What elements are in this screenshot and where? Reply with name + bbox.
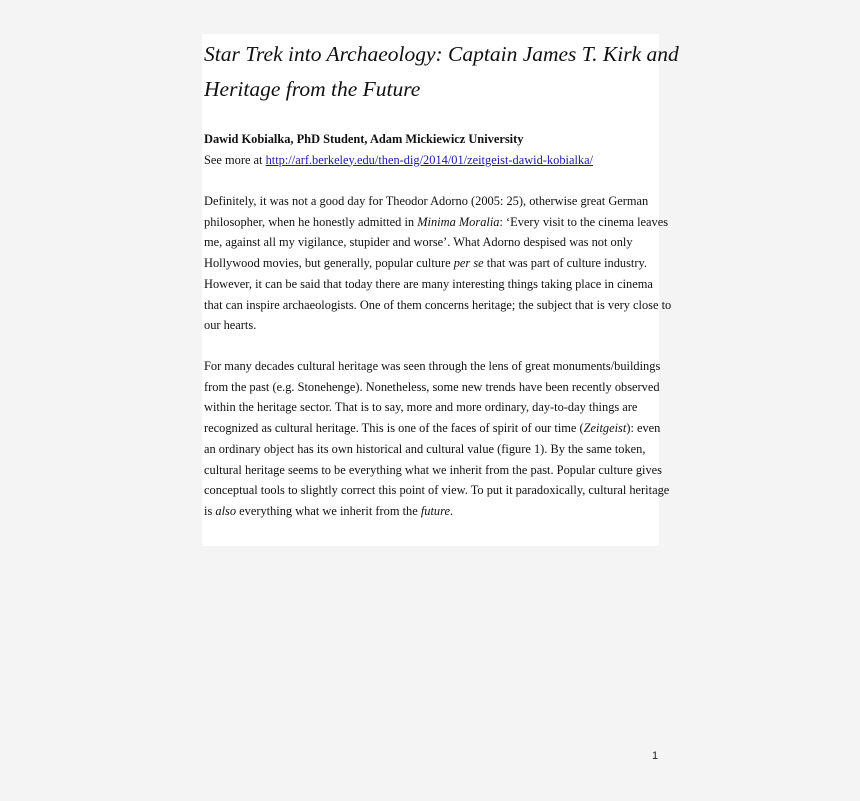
see-more-prefix: See more at (204, 152, 266, 167)
paragraph-2-line: conceptual tools to slightly correct this point of view. To put it paradoxically, cultural heritage (204, 483, 670, 498)
byline (204, 129, 664, 170)
paragraph-1-line: Definitely, it was not a good day for Theodor Adorno (2005: 25), otherwise great German (204, 194, 649, 208)
text-run: . (449, 503, 454, 518)
paragraph-1-line (204, 212, 669, 233)
paragraph-2 (204, 356, 670, 522)
title-line-1: Star Trek into Archaeology: Captain James T. Kirk and (204, 42, 679, 66)
author-line: Dawid Kobialka, PhD Student, Adam Mickiewicz University (204, 132, 524, 146)
text-run: Hollywood movies, but generally, popular culture (204, 256, 454, 271)
paragraph-1-line: our hearts. (204, 318, 257, 333)
paragraph-2-line: For many decades cultural heritage was seen through the lens of great monuments/buildings (204, 359, 661, 373)
paragraph-2-line: an ordinary object has its own historical and cultural value (figure 1). By the same token, (204, 441, 646, 456)
paragraph-2-line (204, 418, 664, 439)
italic-text: per se (453, 256, 484, 271)
title-line-2: Heritage from the Future (204, 77, 421, 101)
see-more-line (204, 153, 593, 167)
italic-text: future (420, 503, 450, 518)
text-run: recognized as cultural heritage. This is one of the faces of spirit of our time ( (204, 421, 584, 436)
italic-text: Zeitgeist (583, 421, 627, 436)
document-title (204, 37, 679, 107)
paragraph-2-line: cultural heritage seems to be everything what we inherit from the past. Popular culture gives (204, 462, 662, 477)
italic-text: Minima Moralia (417, 214, 500, 229)
text-run: is (204, 503, 216, 518)
italic-text: also (215, 503, 237, 518)
text-run: philosopher, when he honestly admitted in (204, 214, 418, 229)
text-run: : ‘Every visit to the cinema leaves (499, 214, 669, 229)
paragraph-2-line (204, 501, 664, 522)
text-run: ): even (626, 421, 661, 436)
text-run: that was part of culture industry. (483, 256, 647, 271)
page-number: 1 (652, 750, 659, 762)
text-run: everything what we inherit from the (236, 503, 421, 518)
source-link[interactable]: http://arf.berkeley.edu/then-dig/2014/01/zeitgeist-dawid-kobialka/ (265, 152, 594, 167)
paragraph-2-line: from the past (e.g. Stonehenge). Nonetheless, some new trends have been recently observed (204, 379, 660, 394)
paragraph-1-line: However, it can be said that today there are many interesting things taking place in cinema (204, 276, 653, 291)
paragraph-1-line: that can inspire archaeologists. One of them concerns heritage; the subject that is very close to (204, 297, 672, 312)
paragraph-1 (204, 191, 672, 336)
paragraph-1-line (204, 253, 664, 274)
paragraph-2-line: within the heritage sector. That is to say, more and more ordinary, day-to-day things are (204, 400, 638, 415)
paragraph-1-line: me, against all my vigilance, stupider and worse’. What Adorno despised was not only (204, 235, 633, 250)
